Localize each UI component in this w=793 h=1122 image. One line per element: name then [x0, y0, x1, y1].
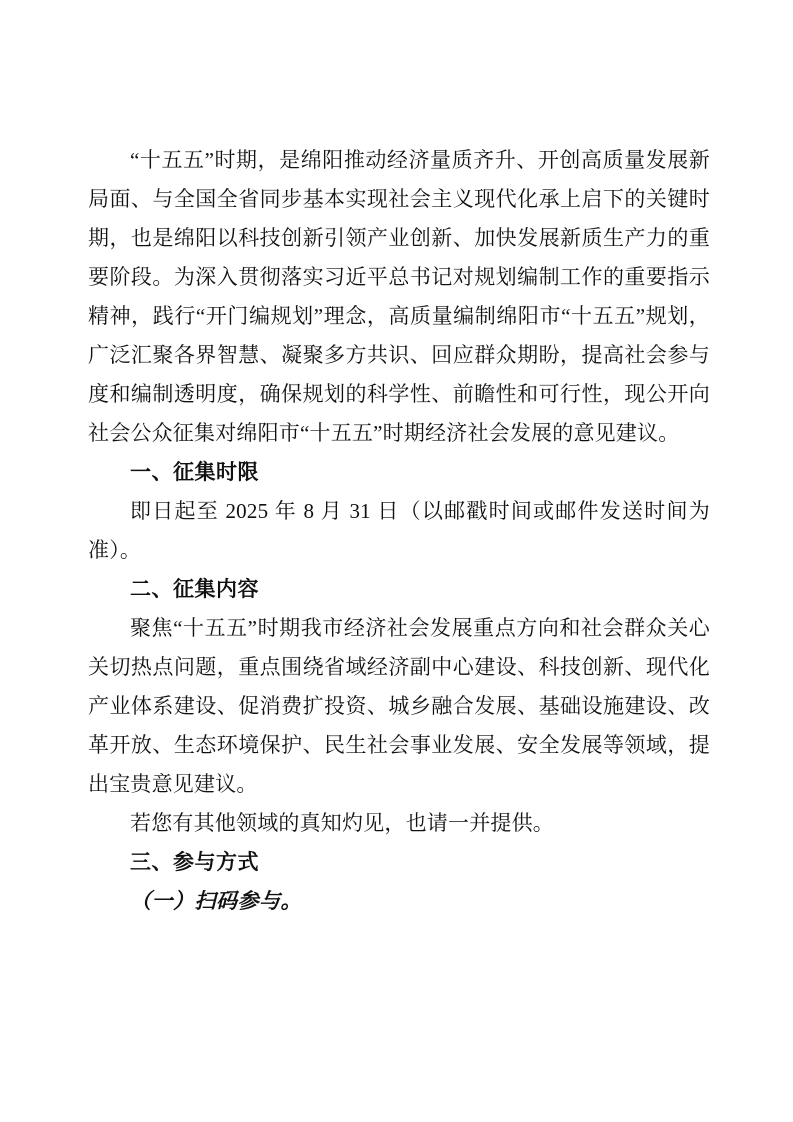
section-3-subheading-scan-code: （一）扫码参与。	[130, 889, 302, 913]
section-2-heading: 二、征集内容	[130, 578, 259, 601]
intro-paragraph: “十五五”时期，是绵阳推动经济量质齐升、开创高质量发展新局面、与全国全省同步基本实现社会主义现代化承上启下的关键时期，也是绵阳以科技创新引领产业创新、加快发展新质生产力的重要阶段。为深入贯彻落实习近平总书记对规划编制工作的重要指示精神，践行“开门编规划”理念，高质量编制绵阳市“十五五”规划，广泛汇聚各界智慧、凝聚多方共识、回应群众期盼，提高社会参与度和编制透明度，确保规划的科学性、前瞻性和可行性，现公开向社会公众征集对绵阳市“十五五”时期经济社会发展的意见建议。	[88, 148, 710, 445]
section-2-extra-note: 若您有其他领域的真知灼见，也请一并提供。	[130, 811, 554, 835]
section-3-heading: 三、参与方式	[130, 851, 259, 874]
section-1-heading: 一、征集时限	[130, 461, 259, 484]
section-1-body: 即日起至 2025 年 8 月 31 日（以邮戳时间或邮件发送时间为准）。	[88, 499, 710, 562]
section-2-body: 聚焦“十五五”时期我市经济社会发展重点方向和社会群众关心关切热点问题，重点围绕省域经济副中心建设、科技创新、现代化产业体系建设、促消费扩投资、城乡融合发展、基础设施建设、改革开放、生态环境保护、民生社会事业发展、安全发展等领域，提出宝贵意见建议。	[88, 616, 710, 796]
